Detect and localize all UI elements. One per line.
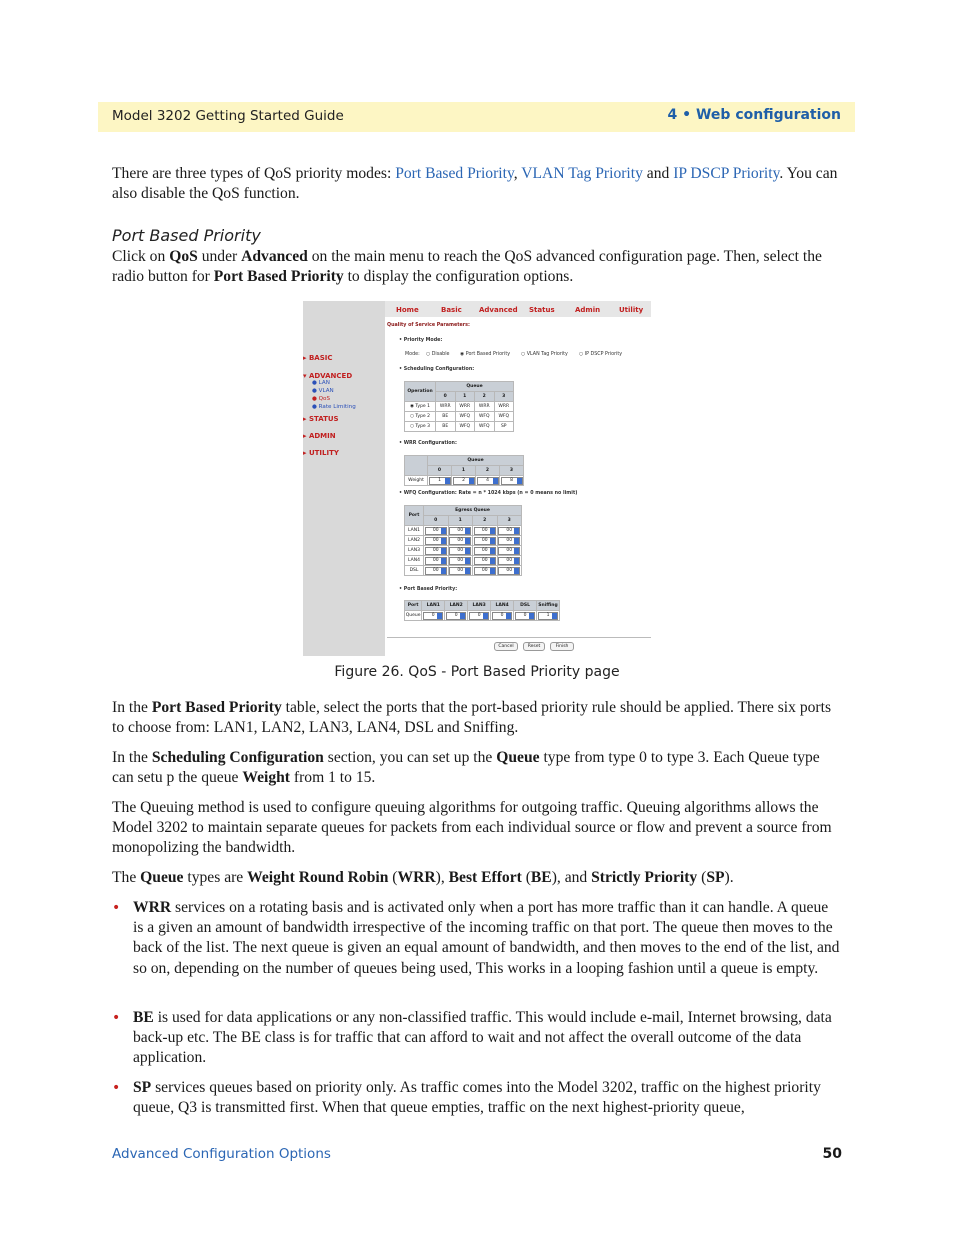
sched-type1-radio[interactable]: ◉ Type 1 [405,402,436,412]
bullet-mark: • [112,1080,121,1096]
wfq-table: Port Egress Queue 0 1 2 3 LAN1 00 00 00 00 LAN2 00 00 00 00 LAN3 00 00 00 00 LAN4 00 00 00 00 DSL 00 00 00 00 [404,505,522,576]
pbp-label: • Port Based Priority: [399,587,458,592]
finish-button[interactable]: Finish [550,642,574,651]
pbp-table: Port LAN1 LAN2 LAN3 LAN4 DSL Sniffing Queue 0 0 0 0 0 1 [404,600,560,621]
page-number: 50 [822,1146,842,1162]
pbp-queue-select[interactable]: 0 [515,612,535,620]
wrr-weight-select[interactable]: 8 [501,477,523,485]
pbp-queue-select[interactable]: 1 [538,612,558,620]
wfq-rate-select[interactable]: 00 [425,547,447,555]
figure-caption: Figure 26. QoS - Port Based Priority page [334,664,620,680]
wrr-weight-select[interactable]: 2 [453,477,475,485]
menu-advanced[interactable]: ▾ ADVANCED [303,372,353,380]
pbp-queue-select[interactable]: 0 [469,612,489,620]
sched-table: Operation Queue 0 1 2 3 ◉ Type 1 WRR WRR WRR WRR ○ Type 2 BE WFQ WFQ WFQ ○ Type 3 BE WFQ WFQ SP [404,381,514,432]
table-row: ○ Type 2 BE WFQ WFQ WFQ [405,412,514,422]
list-item: • BE is used for data applications or any non-classified traffic. This would include e-mail, Internet browsing, data back-up etc. The BE class is for traffic that can afford to wait and not affect the overall outcome of the data application. [112,1009,832,1067]
wfq-rate-select[interactable]: 00 [425,537,447,545]
wfq-label: • WFQ Configuration: Rate = n * 1024 kbps (n = 0 means no limit) [399,491,578,496]
sched-type2-radio[interactable]: ○ Type 2 [405,412,436,422]
list-item: • SP services queues based on priority only. As traffic comes into the Model 3202, traffic on the highest priority queue, Q3 is transmitted first. When that queue empties, traffic on the next highest-priority queue, [112,1079,821,1117]
mode-ip-dscp[interactable]: ○ IP DSCP Priority [579,352,623,357]
top-advanced[interactable]: Advanced [479,306,518,314]
priority-mode-label: • Priority Mode: [399,338,443,343]
qos-screenshot [303,301,651,656]
list-item: • WRR services on a rotating basis and is activated only when a port has more traffic than it can handle. A queue is a given an amount of bandwidth irrespective of the incoming traffic on that port. The queue then moves to the back of the list. The next queue is given an equal amount of bandwidth, and then moves to the end of the list, and so on, depending on the number of queues being used, This works in a looping fashion until a queue is empty. [112,899,840,977]
sched-label: • Scheduling Configuration: [399,367,475,372]
wrr-table: Queue 0 1 2 3 Weight 1 2 4 8 [404,455,524,486]
wfq-rate-select[interactable]: 00 [498,547,520,555]
mode-port-based[interactable]: ◉ Port Based Priority [460,352,511,357]
table-row: LAN2 00 00 00 00 [405,536,522,546]
bullet-mark: • [112,1010,121,1026]
click-paragraph: Click on QoS under Advanced on the main menu to reach the QoS advanced configuration page. Then, select the radio button for Port Based Priority to display the configuration options. [112,248,822,286]
menu-basic[interactable]: ▸ BASIC [303,354,333,362]
chapter-title: 4 • Web configuration [667,107,841,123]
top-home[interactable]: Home [396,306,419,314]
top-basic[interactable]: Basic [441,306,462,314]
scheduling-paragraph: In the Scheduling Configuration section, you can set up the Queue type from type 0 to type 3. Each Queue type can setu p the queue Weight from 1 to 15. [112,749,820,787]
queuing-paragraph: The Queuing method is used to configure queuing algorithms for outgoing traffic. Queuing algorithms allows the Model 3202 to maintain separate queues for packets from each individual source or flow and prevent a source from monopolizing the bandwidth. [112,799,832,857]
cancel-button[interactable]: Cancel [494,642,518,651]
table-row: LAN4 00 00 00 00 [405,556,522,566]
wfq-rate-select[interactable]: 00 [474,527,496,535]
page-header [98,102,855,132]
link-ip-dscp-priority[interactable]: IP DSCP Priority [673,165,780,182]
wfq-rate-select[interactable]: 00 [498,557,520,565]
wfq-rate-select[interactable]: 00 [425,567,447,575]
wfq-rate-select[interactable]: 00 [498,527,520,535]
table-row: ◉ Type 1 WRR WRR WRR WRR [405,402,514,412]
table-row: Queue 0 0 0 0 0 1 [405,611,560,621]
top-menu [385,301,651,317]
pbp-queue-select[interactable]: 0 [446,612,466,620]
footer-section: Advanced Configuration Options [112,1146,331,1162]
menu-rate-limiting[interactable]: ● Rate Limiting [312,404,356,410]
bullet-mark: • [112,900,121,916]
menu-qos[interactable]: ● QoS [312,396,331,402]
wfq-rate-select[interactable]: 00 [449,557,471,565]
menu-admin[interactable]: ▸ ADMIN [303,432,336,440]
top-admin[interactable]: Admin [575,306,601,314]
menu-utility[interactable]: ▸ UTILITY [303,449,339,457]
side-menu [303,301,385,656]
wfq-rate-select[interactable]: 00 [449,527,471,535]
queue-types-paragraph: The Queue types are Weight Round Robin (WRR), Best Effort (BE), and Strictly Priority (SP). [112,869,734,886]
link-vlan-tag-priority[interactable]: VLAN Tag Priority [521,165,643,182]
top-status[interactable]: Status [529,306,555,314]
mode-disable[interactable]: ○ Disable [426,352,450,357]
wfq-rate-select[interactable]: 00 [474,537,496,545]
wfq-rate-select[interactable]: 00 [449,547,471,555]
qos-title: Quality of Service Parameters: [387,323,470,328]
wfq-rate-select[interactable]: 00 [474,557,496,565]
wrr-weight-select[interactable]: 1 [429,477,451,485]
table-row: Weight 1 2 4 8 [405,476,524,486]
link-port-based-priority[interactable]: Port Based Priority [395,165,514,182]
pbp-queue-select[interactable]: 0 [423,612,443,620]
mode-label: Mode: [405,352,420,357]
menu-status[interactable]: ▸ STATUS [303,415,339,423]
section-title: Port Based Priority [112,226,261,245]
menu-lan[interactable]: ● LAN [312,380,330,386]
divider [387,637,651,638]
wrr-weight-select[interactable]: 4 [477,477,499,485]
guide-title: Model 3202 Getting Started Guide [112,108,344,124]
intro-paragraph: There are three types of QoS priority modes: Port Based Priority, VLAN Tag Priority and IP DSCP Priority. You can also disable the QoS function. [112,165,838,203]
menu-vlan[interactable]: ● VLAN [312,388,334,394]
mode-vlan-tag[interactable]: ○ VLAN Tag Priority [521,352,568,357]
reset-button[interactable]: Reset [523,642,545,651]
wfq-rate-select[interactable]: 00 [474,547,496,555]
table-row: DSL 00 00 00 00 [405,566,522,576]
sched-type3-radio[interactable]: ○ Type 3 [405,422,436,432]
wfq-rate-select[interactable]: 00 [425,527,447,535]
wfq-rate-select[interactable]: 00 [498,567,520,575]
table-row: ○ Type 3 BE WFQ WFQ SP [405,422,514,432]
table-row: LAN3 00 00 00 00 [405,546,522,556]
port-table-paragraph: In the Port Based Priority table, select the ports that the port-based priority rule should be applied. There six ports to choose from: LAN1, LAN2, LAN3, LAN4, DSL and Sniffing. [112,699,832,737]
wrr-label: • WRR Configuration: [399,441,457,446]
wfq-rate-select[interactable]: 00 [449,537,471,545]
top-utility[interactable]: Utility [619,306,644,314]
wfq-rate-select[interactable]: 00 [498,537,520,545]
wfq-rate-select[interactable]: 00 [425,557,447,565]
wfq-rate-select[interactable]: 00 [474,567,496,575]
wfq-rate-select[interactable]: 00 [449,567,471,575]
pbp-queue-select[interactable]: 0 [492,612,512,620]
table-row: LAN1 00 00 00 00 [405,526,522,536]
